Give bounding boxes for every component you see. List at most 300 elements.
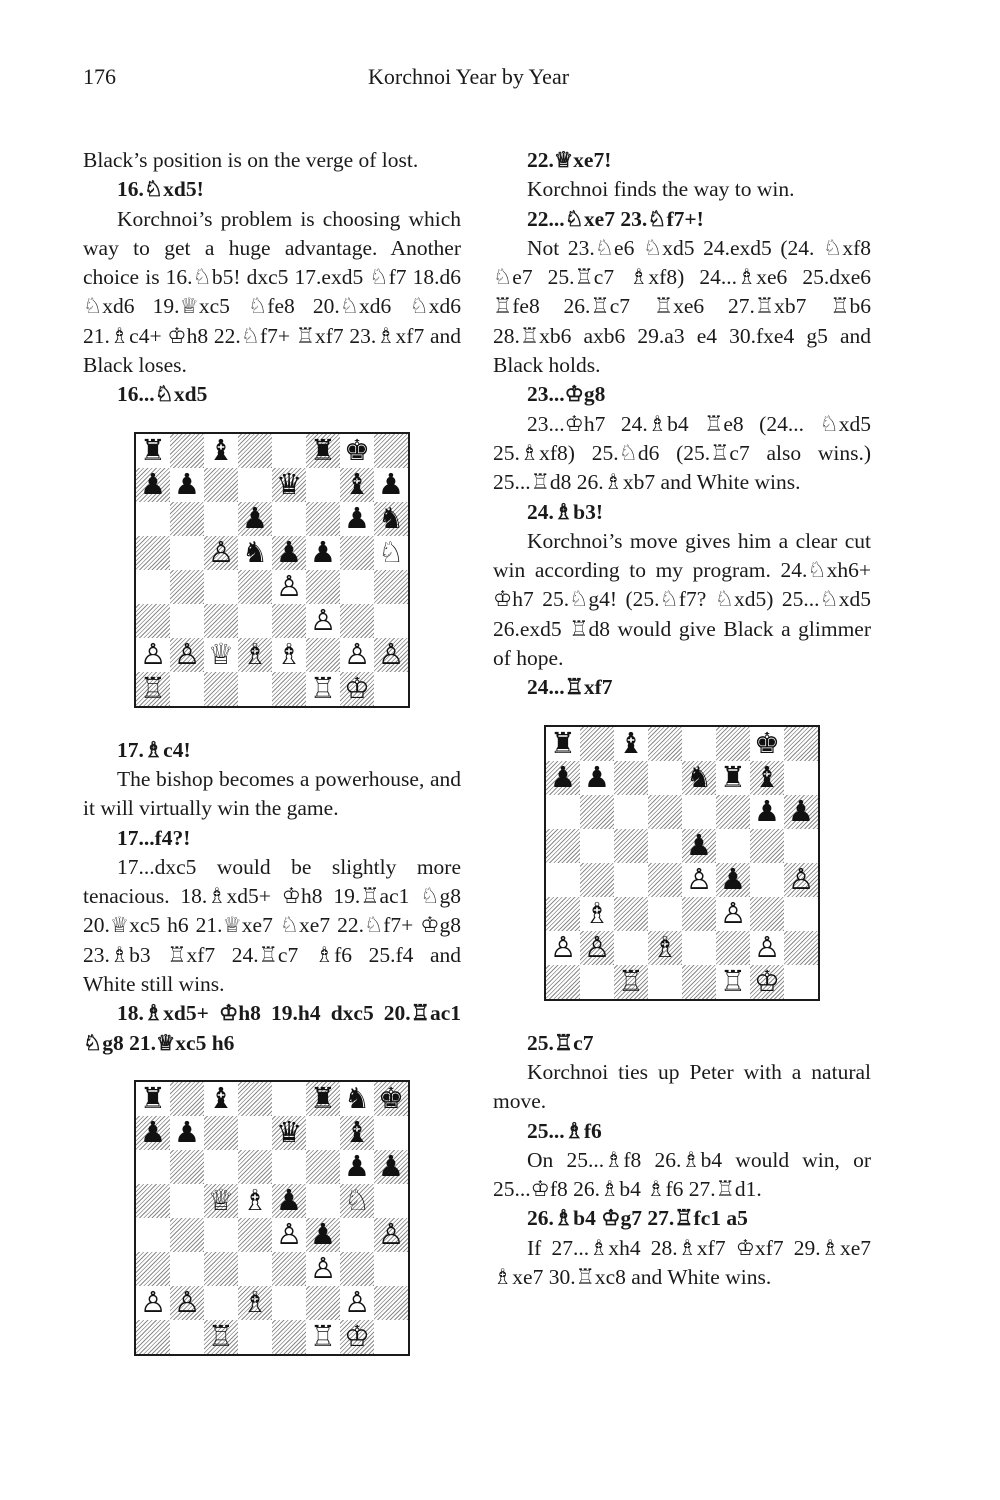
board-square (238, 604, 272, 638)
board-square (374, 1286, 408, 1320)
black-knight-icon: ♞ (242, 535, 268, 570)
board-square (238, 468, 272, 502)
board-square (238, 1184, 272, 1218)
black-queen-icon: ♛ (276, 1115, 302, 1150)
board-square (784, 727, 818, 761)
black-pawn-icon: ♟ (686, 828, 712, 863)
black-queen-icon: ♛ (276, 467, 302, 502)
board-square (682, 795, 716, 829)
board-square (750, 829, 784, 863)
white-pawn-icon: ♙ (584, 930, 610, 965)
board-square (306, 1218, 340, 1252)
board-square (238, 1252, 272, 1286)
board-square (204, 434, 238, 468)
move-line: 25.♖c7 (527, 1030, 594, 1055)
board-square (614, 761, 648, 795)
annotation-paragraph: Korchnoi ties up Peter with a natural move. (493, 1059, 871, 1114)
annotation-paragraph: If 27...♗xh4 28.♗xf7 ♔xf7 29.♗xe7 ♗xe7 30.♖xc8 and White wins. (493, 1235, 871, 1290)
board-square (784, 863, 818, 897)
board-square (238, 1286, 272, 1320)
white-bishop-icon: ♗ (276, 637, 302, 672)
board-square (340, 1184, 374, 1218)
black-pawn-icon: ♟ (310, 535, 336, 570)
move-line: 17.♗c4! (117, 737, 191, 762)
diagram-wrapper (493, 703, 871, 1029)
board-square (340, 536, 374, 570)
board-square (682, 863, 716, 897)
board-square (306, 604, 340, 638)
black-pawn-icon: ♟ (174, 467, 200, 502)
board-square (136, 468, 170, 502)
board-square (136, 1252, 170, 1286)
board-square (340, 1218, 374, 1252)
white-pawn-icon: ♙ (788, 862, 814, 897)
board-square (204, 468, 238, 502)
board-square (682, 761, 716, 795)
board-square (204, 604, 238, 638)
annotation-paragraph: Korchnoi’s move gives him a clear cut win according to my program. 24.♘xh6+ ♔h7 25.♘g4! (25.♘f7? ♘xd5) 25...♘xd5 26.exd5 ♖d8 would give Black a glimmer of hope. (493, 528, 871, 671)
diagram-wrapper (83, 1058, 461, 1384)
board-square (340, 434, 374, 468)
board-square (580, 727, 614, 761)
board-square (204, 1252, 238, 1286)
board-square (614, 897, 648, 931)
board-square (136, 1320, 170, 1354)
board-square (648, 761, 682, 795)
board-square (614, 863, 648, 897)
annotation-paragraph: On 25...♗f8 26.♗b4 would win, or 25...♔f8 26.♗b4 ♗f6 27.♖d1. (493, 1147, 871, 1202)
board-square (136, 1116, 170, 1150)
white-queen-icon: ♕ (208, 637, 234, 672)
board-square (272, 502, 306, 536)
board-square (682, 829, 716, 863)
board-square (238, 672, 272, 706)
black-bishop-icon: ♝ (618, 726, 644, 761)
white-pawn-icon: ♙ (310, 1251, 336, 1286)
board-square (238, 536, 272, 570)
white-pawn-icon: ♙ (276, 569, 302, 604)
board-square (272, 570, 306, 604)
board-square (784, 761, 818, 795)
board-square (238, 1320, 272, 1354)
board-square (716, 897, 750, 931)
board-square (306, 638, 340, 672)
white-knight-icon: ♘ (378, 535, 404, 570)
white-rook-icon: ♖ (720, 964, 746, 999)
board-square (546, 897, 580, 931)
board-square (374, 1082, 408, 1116)
board-square (750, 761, 784, 795)
white-bishop-icon: ♗ (242, 1183, 268, 1218)
board-square (306, 468, 340, 502)
black-rook-icon: ♜ (720, 760, 746, 795)
board-square (272, 604, 306, 638)
board-square (340, 672, 374, 706)
board-square (238, 638, 272, 672)
move-line: 22.♕xe7! (527, 148, 612, 172)
board-square (750, 897, 784, 931)
board-square (340, 604, 374, 638)
left-column (83, 146, 461, 1384)
board-square (340, 1150, 374, 1184)
chess-diagram (134, 432, 410, 708)
board-square (238, 1116, 272, 1150)
move-line: 26.♗b4 ♔g7 27.♖fc1 a5 (527, 1206, 748, 1231)
white-pawn-icon: ♙ (550, 930, 576, 965)
board-square (546, 795, 580, 829)
board-square (374, 1252, 408, 1286)
board-square (272, 672, 306, 706)
white-king-icon: ♔ (344, 671, 370, 706)
board-square (784, 829, 818, 863)
board-square (682, 965, 716, 999)
board-square (340, 1252, 374, 1286)
board-square (170, 536, 204, 570)
move-line: 18.♗xd5+ ♔h8 19.h4 dxc5 20.♖ac1 ♘g8 21.♕xc5 h6 (83, 1001, 461, 1055)
black-pawn-icon: ♟ (174, 1115, 200, 1150)
white-pawn-icon: ♙ (378, 1217, 404, 1252)
board-square (546, 931, 580, 965)
black-knight-icon: ♞ (686, 760, 712, 795)
board-square (682, 897, 716, 931)
board-square (306, 672, 340, 706)
board-square (204, 1184, 238, 1218)
board-square (136, 638, 170, 672)
board-square (648, 829, 682, 863)
white-rook-icon: ♖ (618, 964, 644, 999)
board-square (272, 468, 306, 502)
board-square (204, 1082, 238, 1116)
black-pawn-icon: ♟ (310, 1217, 336, 1252)
black-pawn-icon: ♟ (242, 501, 268, 536)
board-square (682, 931, 716, 965)
board-square (306, 502, 340, 536)
board-square (374, 604, 408, 638)
white-pawn-icon: ♙ (208, 535, 234, 570)
page-number: 176 (83, 64, 116, 89)
white-pawn-icon: ♙ (174, 637, 200, 672)
board-square (136, 604, 170, 638)
board-square (374, 1150, 408, 1184)
white-pawn-icon: ♙ (378, 637, 404, 672)
board-square (170, 638, 204, 672)
board-square (340, 1320, 374, 1354)
white-bishop-icon: ♗ (242, 637, 268, 672)
board-square (170, 1218, 204, 1252)
board-square (272, 434, 306, 468)
black-king-icon: ♚ (344, 433, 370, 468)
board-square (204, 502, 238, 536)
board-square (170, 1150, 204, 1184)
board-square (784, 965, 818, 999)
annotation-paragraph: 17...dxc5 would be slightly more tenacious. 18.♗xd5+ ♔h8 19.♖ac1 ♘g8 20.♕xc5 h6 21.♕xe7 ♘xe7 22.♘f7+ ♔g8 23.♗b3 ♖xf7 24.♖c7 ♗f6 25.f4 and White still wins. (83, 854, 461, 997)
white-pawn-icon: ♙ (686, 862, 712, 897)
board-square (170, 1320, 204, 1354)
board-square (136, 434, 170, 468)
board-square (750, 931, 784, 965)
black-rook-icon: ♜ (310, 1081, 336, 1116)
board-square (716, 761, 750, 795)
board-square (580, 829, 614, 863)
white-pawn-icon: ♙ (174, 1285, 200, 1320)
board-square (170, 468, 204, 502)
board-square (340, 468, 374, 502)
board-square (340, 570, 374, 604)
white-pawn-icon: ♙ (140, 1285, 166, 1320)
annotation-paragraph: Not 23.♘e6 ♘xd5 24.exd5 (24. ♘xf8 ♘e7 25.♖c7 ♗xf8) 24...♗xe6 25.dxe6 ♖fe8 26.♖c7 ♖xe6 27.♖xb7 ♖b6 28.♖xb6 axb6 29.a3 e4 30.fxe4 g5 and Black holds. (493, 235, 871, 378)
board-square (546, 965, 580, 999)
board-square (238, 1082, 272, 1116)
black-pawn-icon: ♟ (378, 1149, 404, 1184)
board-square (136, 1150, 170, 1184)
board-square (136, 672, 170, 706)
black-pawn-icon: ♟ (788, 794, 814, 829)
board-square (580, 897, 614, 931)
board-square (374, 1184, 408, 1218)
running-title: Korchnoi Year by Year (368, 64, 570, 89)
board-square (648, 965, 682, 999)
board-square (580, 931, 614, 965)
move-line: 25...♗f6 (527, 1118, 602, 1143)
board-square (170, 502, 204, 536)
board-square (170, 672, 204, 706)
black-pawn-icon: ♟ (344, 501, 370, 536)
board-square (170, 604, 204, 638)
board-square (614, 965, 648, 999)
black-pawn-icon: ♟ (140, 1115, 166, 1150)
white-king-icon: ♔ (754, 964, 780, 999)
board-square (238, 434, 272, 468)
annotation-paragraph: Korchnoi’s problem is choosing which way to get a huge advantage. Another choice is 16.♘b5! dxc5 17.exd5 ♘f7 18.d6 ♘xd6 19.♕xc5 ♘fe8 20.♘xd6 ♘xd6 21.♗c4+ ♔h8 22.♘f7+ ♖xf7 23.♗xf7 and Black loses. (83, 206, 461, 378)
white-rook-icon: ♖ (310, 1319, 336, 1354)
board-square (204, 1320, 238, 1354)
board-square (750, 863, 784, 897)
board-square (340, 1082, 374, 1116)
board-square (306, 1082, 340, 1116)
board-square (272, 1184, 306, 1218)
annotation-paragraph: 23...♔h7 24.♗b4 ♖e8 (24... ♘xd5 25.♗xf8) 25.♘d6 (25.♖c7 also wins.) 25...♖d8 26.♗xb7 and White wins. (493, 411, 871, 495)
board-square (716, 965, 750, 999)
move-line: 22...♘xe7 23.♘f7+! (527, 206, 704, 231)
board-square (306, 536, 340, 570)
annotation-paragraph: Korchnoi finds the way to win. (527, 177, 795, 202)
board-square (648, 795, 682, 829)
white-rook-icon: ♖ (310, 671, 336, 706)
board-square (272, 1286, 306, 1320)
board-square (204, 1150, 238, 1184)
board-square (136, 1218, 170, 1252)
black-king-icon: ♚ (754, 726, 780, 761)
white-pawn-icon: ♙ (344, 637, 370, 672)
black-pawn-icon: ♟ (720, 862, 746, 897)
board-square (170, 1116, 204, 1150)
board-square (716, 795, 750, 829)
white-rook-icon: ♖ (208, 1319, 234, 1354)
black-pawn-icon: ♟ (378, 467, 404, 502)
board-square (306, 434, 340, 468)
board-square (272, 1150, 306, 1184)
white-rook-icon: ♖ (140, 671, 166, 706)
board-square (750, 795, 784, 829)
board-square (580, 965, 614, 999)
board-square (546, 727, 580, 761)
board-square (374, 1218, 408, 1252)
board-square (374, 1116, 408, 1150)
board-square (546, 863, 580, 897)
white-bishop-icon: ♗ (584, 896, 610, 931)
white-pawn-icon: ♙ (276, 1217, 302, 1252)
white-pawn-icon: ♙ (310, 603, 336, 638)
board-square (306, 1150, 340, 1184)
black-knight-icon: ♞ (378, 501, 404, 536)
board-square (306, 1320, 340, 1354)
black-rook-icon: ♜ (140, 1081, 166, 1116)
board-square (648, 931, 682, 965)
white-knight-icon: ♘ (344, 1183, 370, 1218)
board-square (374, 638, 408, 672)
board-square (784, 795, 818, 829)
board-square (340, 1286, 374, 1320)
board-square (238, 1218, 272, 1252)
board-square (170, 434, 204, 468)
move-line: 17...f4?! (117, 825, 191, 850)
board-square (580, 761, 614, 795)
black-pawn-icon: ♟ (550, 760, 576, 795)
board-square (340, 502, 374, 536)
board-square (170, 1252, 204, 1286)
board-square (272, 1218, 306, 1252)
white-queen-icon: ♕ (208, 1183, 234, 1218)
board-square (614, 727, 648, 761)
board-square (374, 570, 408, 604)
black-bishop-icon: ♝ (344, 467, 370, 502)
board-square (136, 570, 170, 604)
white-pawn-icon: ♙ (140, 637, 166, 672)
board-square (272, 1116, 306, 1150)
black-bishop-icon: ♝ (754, 760, 780, 795)
board-square (136, 502, 170, 536)
board-square (716, 863, 750, 897)
move-line: 23...♔g8 (527, 382, 606, 407)
board-square (238, 570, 272, 604)
black-king-icon: ♚ (378, 1081, 404, 1116)
white-bishop-icon: ♗ (242, 1285, 268, 1320)
board-square (374, 1320, 408, 1354)
board-square (204, 1286, 238, 1320)
board-square (546, 761, 580, 795)
board-square (272, 536, 306, 570)
black-pawn-icon: ♟ (344, 1149, 370, 1184)
board-square (136, 536, 170, 570)
board-square (272, 1082, 306, 1116)
board-square (306, 1184, 340, 1218)
chess-diagram (544, 725, 820, 1001)
board-square (238, 1150, 272, 1184)
board-square (614, 795, 648, 829)
move-line: 24...♖xf7 (527, 675, 613, 700)
board-square (340, 638, 374, 672)
black-rook-icon: ♜ (140, 433, 166, 468)
board-square (204, 672, 238, 706)
board-square (374, 672, 408, 706)
board-square (784, 931, 818, 965)
board-square (614, 829, 648, 863)
board-square (374, 502, 408, 536)
board-square (648, 863, 682, 897)
black-bishop-icon: ♝ (208, 433, 234, 468)
chess-diagram (134, 1080, 410, 1356)
white-pawn-icon: ♙ (720, 896, 746, 931)
board-square (170, 1286, 204, 1320)
black-pawn-icon: ♟ (276, 535, 302, 570)
board-square (716, 829, 750, 863)
board-square (272, 1252, 306, 1286)
black-pawn-icon: ♟ (754, 794, 780, 829)
white-pawn-icon: ♙ (754, 930, 780, 965)
board-square (750, 727, 784, 761)
board-square (238, 502, 272, 536)
board-square (306, 1116, 340, 1150)
diagram-wrapper (83, 410, 461, 736)
board-square (682, 727, 716, 761)
board-square (204, 570, 238, 604)
board-square (306, 570, 340, 604)
black-knight-icon: ♞ (344, 1081, 370, 1116)
move-line: 16.♘xd5! (117, 177, 204, 202)
black-rook-icon: ♜ (550, 726, 576, 761)
board-square (306, 1286, 340, 1320)
move-line: 24.♗b3! (527, 499, 604, 524)
board-square (170, 1082, 204, 1116)
white-pawn-icon: ♙ (344, 1285, 370, 1320)
board-square (204, 638, 238, 672)
white-king-icon: ♔ (344, 1319, 370, 1354)
board-square (170, 570, 204, 604)
board-square (580, 863, 614, 897)
black-bishop-icon: ♝ (344, 1115, 370, 1150)
board-square (716, 727, 750, 761)
board-square (170, 1184, 204, 1218)
black-pawn-icon: ♟ (584, 760, 610, 795)
board-square (648, 897, 682, 931)
board-square (306, 1252, 340, 1286)
board-square (648, 727, 682, 761)
white-bishop-icon: ♗ (652, 930, 678, 965)
board-square (136, 1286, 170, 1320)
board-square (580, 795, 614, 829)
board-square (136, 1082, 170, 1116)
board-square (374, 536, 408, 570)
move-line: 16...♘xd5 (117, 382, 208, 407)
board-square (204, 1218, 238, 1252)
board-square (784, 897, 818, 931)
board-square (272, 638, 306, 672)
black-rook-icon: ♜ (310, 433, 336, 468)
board-square (340, 1116, 374, 1150)
board-square (374, 468, 408, 502)
board-square (716, 931, 750, 965)
board-square (750, 965, 784, 999)
annotation-paragraph: Black’s position is on the verge of lost. (83, 148, 419, 172)
board-square (272, 1320, 306, 1354)
board-square (374, 434, 408, 468)
black-pawn-icon: ♟ (140, 467, 166, 502)
board-square (136, 1184, 170, 1218)
board-square (204, 536, 238, 570)
board-square (546, 829, 580, 863)
black-bishop-icon: ♝ (208, 1081, 234, 1116)
right-column (493, 146, 871, 1292)
